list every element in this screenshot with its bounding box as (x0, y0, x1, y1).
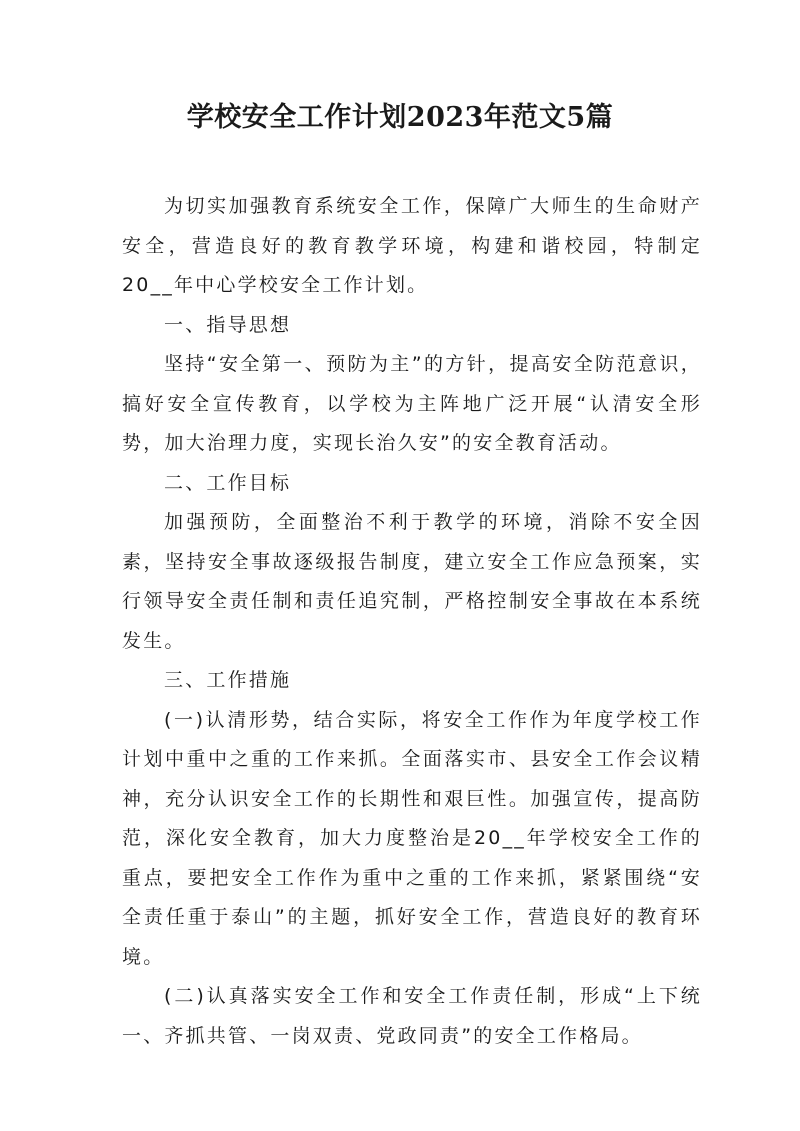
intro-paragraph: 为切实加强教育系统安全工作，保障广大师生的生命财产安全，营造良好的教育教学环境，构建和谐校园，特制定20__年中心学校安全工作计划。 (122, 195, 702, 296)
document-title: 学校安全工作计划2023年范文5篇 (186, 102, 614, 133)
measure-1-paragraph: (一)认清形势，结合实际，将安全工作作为年度学校工作计划中重中之重的工作来抓。全面落实市、县安全工作会议精神，充分认识安全工作的长期性和艰巨性。加强宣传，提高防范，深化安全教育，加大力度整治是20__年学校安全工作的重点，要把安全工作作为重中之重的工作来抓，紧紧围绕“安全责任重于泰山”的主题，抓好安全工作，营造良好的教育环境。 (122, 708, 702, 968)
work-goals-paragraph: 加强预防，全面整治不利于教学的环境，消除不安全因素，坚持安全事故逐级报告制度，建立安全工作应急预案，实行领导安全责任制和责任追究制，严格控制安全事故在本系统发生。 (122, 511, 702, 652)
section-heading-work-measures: 三、工作措施 (164, 669, 292, 691)
section-heading-work-goals: 二、工作目标 (164, 471, 292, 494)
measure-2-paragraph: (二)认真落实安全工作和安全工作责任制，形成“上下统一、齐抓共管、一岗双责、党政同责”的安全工作格局。 (122, 985, 702, 1047)
guiding-ideology-paragraph: 坚持“安全第一、预防为主”的方针，提高安全防范意识，搞好安全宣传教育，以学校为主阵地广泛开展“认清安全形势，加大治理力度，实现长治久安”的安全教育活动。 (122, 353, 702, 454)
document-body (122, 187, 702, 1056)
section-heading-guiding-ideology: 一、指导思想 (164, 313, 292, 336)
